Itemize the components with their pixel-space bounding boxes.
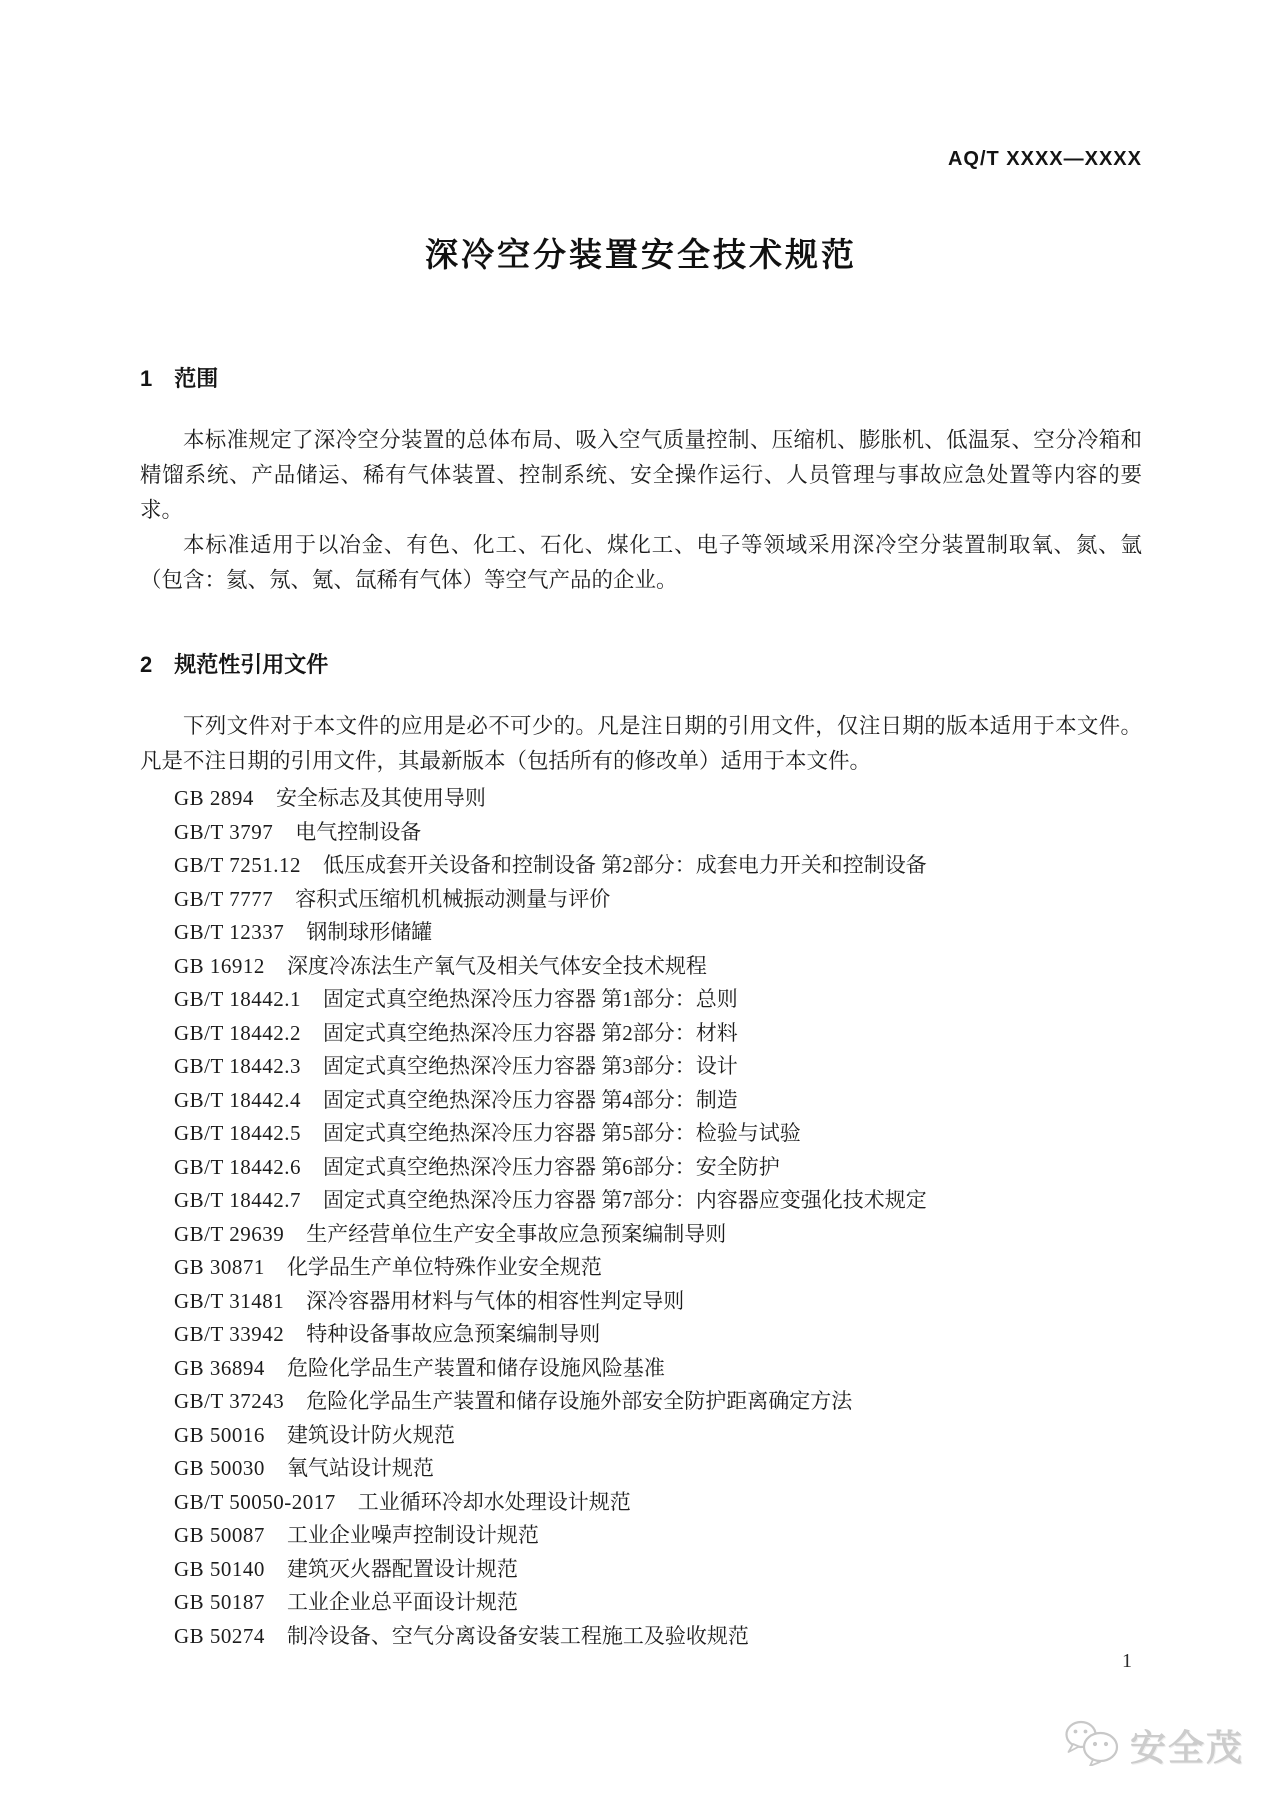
reference-code: GB/T 50050-2017	[174, 1489, 336, 1514]
reference-title: 深度冷冻法生产氧气及相关气体安全技术规程	[286, 953, 707, 978]
reference-item	[174, 950, 1142, 984]
reference-code: GB 50187	[174, 1590, 265, 1614]
reference-item	[174, 1151, 1142, 1185]
reference-code: GB 16912	[174, 953, 265, 978]
reference-code: GB 50087	[174, 1523, 265, 1547]
reference-title: 钢制球形储罐	[306, 920, 433, 944]
reference-code: GB/T 7777	[174, 886, 274, 911]
reference-item	[174, 1352, 1142, 1386]
reference-item	[174, 1419, 1142, 1453]
reference-item	[174, 1486, 1142, 1520]
reference-code: GB/T 18442.4	[174, 1087, 301, 1112]
reference-title: 建筑设计防火规范	[286, 1422, 455, 1447]
reference-title: 固定式真空绝热深冷压力容器 第3部分：设计	[322, 1054, 738, 1078]
reference-code: GB/T 18442.3	[174, 1054, 301, 1078]
reference-code: GB/T 29639	[174, 1221, 285, 1246]
reference-title: 生产经营单位生产安全事故应急预案编制导则	[306, 1221, 727, 1246]
reference-title: 危险化学品生产装置和储存设施风险基准	[286, 1355, 665, 1380]
reference-item	[174, 1050, 1142, 1084]
page-number: 1	[1122, 1650, 1132, 1672]
reference-title: 化学品生产单位特殊作业安全规范	[286, 1255, 602, 1279]
reference-title: 建筑灭火器配置设计规范	[286, 1556, 518, 1581]
reference-item	[174, 1218, 1142, 1252]
section-2-title: 规范性引用文件	[174, 652, 329, 677]
reference-title: 低压成套开关设备和控制设备 第2部分：成套电力开关和控制设备	[322, 853, 927, 877]
section-1-title: 范围	[174, 366, 219, 391]
reference-code: GB/T 33942	[174, 1322, 285, 1346]
reference-item	[174, 1586, 1142, 1620]
reference-title: 容积式压缩机机械振动测量与评价	[295, 886, 611, 911]
reference-title: 电气控制设备	[295, 819, 422, 844]
watermark	[1064, 1720, 1244, 1771]
reference-code: GB/T 31481	[174, 1288, 285, 1313]
reference-item	[174, 1117, 1142, 1151]
reference-code: GB/T 7251.12	[174, 853, 301, 877]
reference-code: GB/T 18442.7	[174, 1188, 301, 1212]
standard-code: AQ/T XXXX—XXXX	[947, 148, 1142, 170]
scope-paragraph-1: 本标准规定了深冷空分装置的总体布局、吸入空气质量控制、压缩机、膨胀机、低温泵、空分冷箱和精馏系统、产品储运、稀有气体装置、控制系统、安全操作运行、人员管理与事故应急处置等内容的要求。	[140, 428, 1142, 522]
section-2-number: 2	[140, 652, 153, 677]
reference-title: 固定式真空绝热深冷压力容器 第5部分：检验与试验	[322, 1121, 801, 1145]
reference-title: 固定式真空绝热深冷压力容器 第6部分：安全防护	[322, 1154, 780, 1179]
reference-item	[174, 1251, 1142, 1285]
reference-code: GB/T 18442.6	[174, 1154, 301, 1179]
reference-title: 工业循环冷却水处理设计规范	[357, 1489, 631, 1514]
reference-item	[174, 1553, 1142, 1587]
reference-item	[174, 1385, 1142, 1419]
reference-code: GB 50140	[174, 1556, 265, 1581]
reference-title: 固定式真空绝热深冷压力容器 第4部分：制造	[322, 1087, 738, 1112]
section-1-number: 1	[140, 366, 153, 391]
reference-item	[174, 1318, 1142, 1352]
reference-item	[174, 1017, 1142, 1051]
section-1-heading	[140, 362, 1142, 393]
reference-item	[174, 1519, 1142, 1553]
reference-item	[174, 1285, 1142, 1319]
reference-code: GB/T 18442.2	[174, 1020, 301, 1045]
reference-title: 固定式真空绝热深冷压力容器 第7部分：内容器应变强化技术规定	[322, 1188, 927, 1212]
reference-title: 固定式真空绝热深冷压力容器 第1部分：总则	[322, 987, 738, 1011]
reference-code: GB/T 18442.1	[174, 987, 301, 1011]
reference-title: 特种设备事故应急预案编制导则	[306, 1322, 601, 1346]
reference-code: GB/T 18442.5	[174, 1121, 301, 1145]
document-header	[140, 148, 1142, 171]
wechat-chat-bubbles-icon	[1064, 1720, 1120, 1771]
reference-title: 氧气站设计规范	[286, 1456, 434, 1480]
section-2-heading	[140, 648, 1142, 679]
reference-code: GB 50274	[174, 1623, 265, 1648]
reference-item	[174, 816, 1142, 850]
reference-code: GB/T 12337	[174, 920, 285, 944]
watermark-text: 安全茂	[1129, 1727, 1244, 1768]
reference-item	[174, 883, 1142, 917]
reference-title: 危险化学品生产装置和储存设施外部安全防护距离确定方法	[306, 1389, 853, 1413]
reference-title: 深冷容器用材料与气体的相容性判定导则	[306, 1288, 685, 1313]
reference-title: 制冷设备、空气分离设备安装工程施工及验收规范	[286, 1623, 749, 1648]
reference-code: GB 30871	[174, 1255, 265, 1279]
reference-code: GB 2894	[174, 786, 254, 810]
references-list	[174, 782, 1142, 1653]
reference-code: GB 50030	[174, 1456, 265, 1480]
document-title: 深冷空分装置安全技术规范	[425, 236, 857, 273]
reference-item	[174, 983, 1142, 1017]
reference-item	[174, 1452, 1142, 1486]
reference-code: GB 50016	[174, 1422, 265, 1447]
document-content	[140, 0, 1142, 1653]
scope-paragraph-2: 本标准适用于以冶金、有色、化工、石化、煤化工、电子等领域采用深冷空分装置制取氧、氮、氩（包含：氦、氖、氪、氙稀有气体）等空气产品的企业。	[140, 533, 1142, 592]
reference-item	[174, 1084, 1142, 1118]
reference-code: GB/T 37243	[174, 1389, 285, 1413]
reference-item	[174, 916, 1142, 950]
reference-item	[174, 1620, 1142, 1654]
reference-title: 安全标志及其使用导则	[275, 786, 486, 810]
reference-item	[174, 1184, 1142, 1218]
reference-title: 工业企业总平面设计规范	[286, 1590, 518, 1614]
reference-title: 工业企业噪声控制设计规范	[286, 1523, 539, 1547]
reference-code: GB/T 3797	[174, 819, 274, 844]
reference-item	[174, 782, 1142, 816]
reference-code: GB 36894	[174, 1355, 265, 1380]
reference-item	[174, 849, 1142, 883]
references-intro-paragraph: 下列文件对于本文件的应用是必不可少的。凡是注日期的引用文件，仅注日期的版本适用于本文件。凡是不注日期的引用文件，其最新版本（包括所有的修改单）适用于本文件。	[140, 714, 1142, 773]
reference-title: 固定式真空绝热深冷压力容器 第2部分：材料	[322, 1020, 738, 1045]
